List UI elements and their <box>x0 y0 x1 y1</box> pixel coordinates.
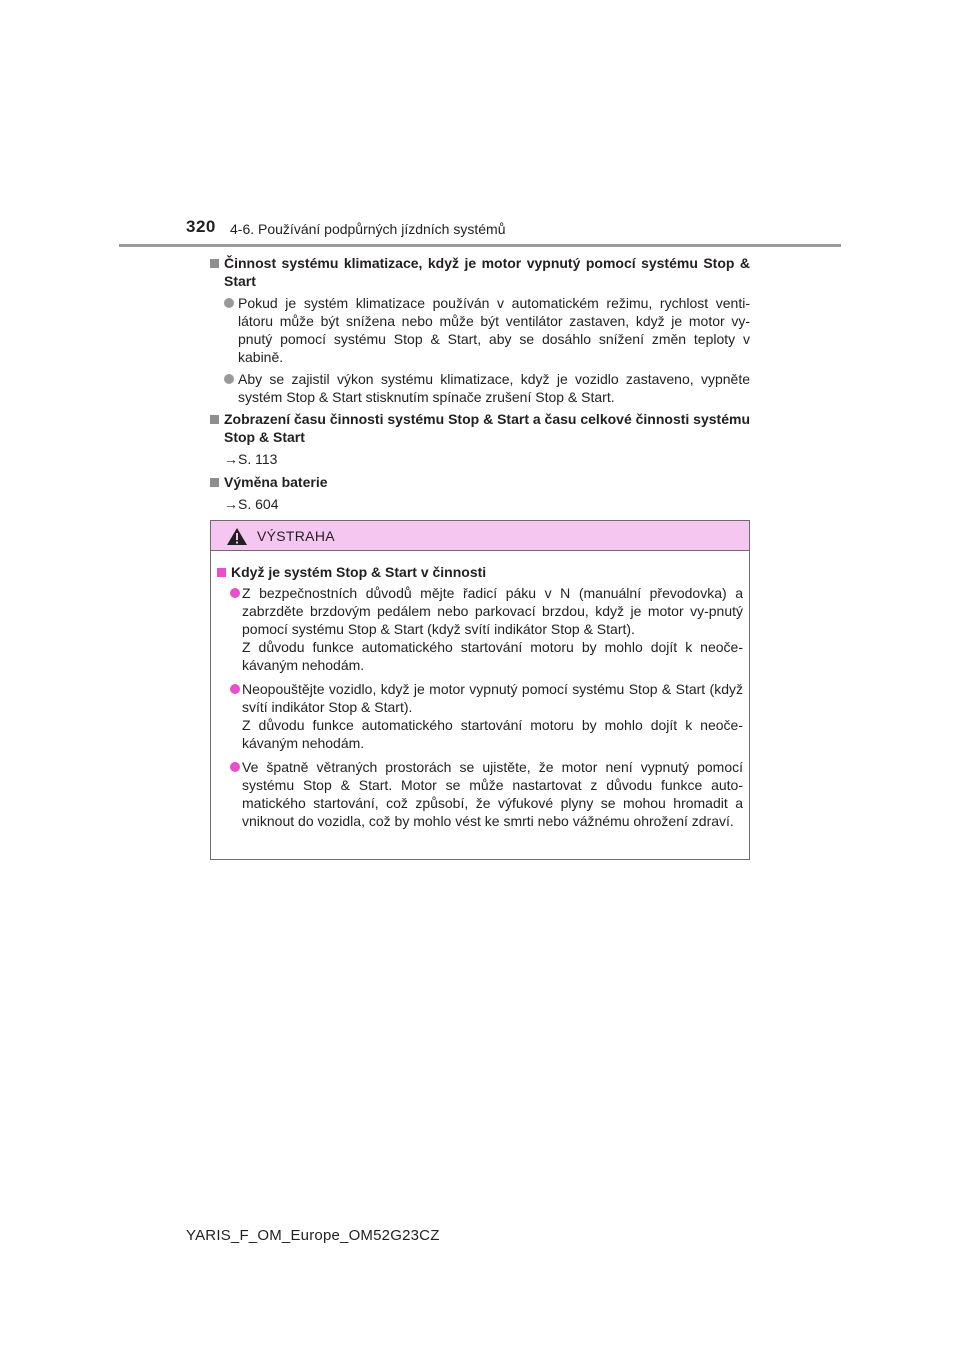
warning-box <box>210 520 750 860</box>
warning-paragraph: Neopouštějte vozidlo, když je motor vypnutý pomocí systému Stop & Start (když svítí indikátor Stop & Start). <box>242 681 743 715</box>
page-reference-link[interactable]: →S. 113 <box>224 451 278 467</box>
section-ac <box>210 254 750 406</box>
square-bullet-icon <box>210 259 219 268</box>
section-heading <box>210 473 750 491</box>
list-item <box>210 370 750 406</box>
section-heading-text: Zobrazení času činnosti systému Stop & Start a času celkové činnosti systému Stop & Start <box>224 411 750 445</box>
square-bullet-icon <box>210 478 219 487</box>
warning-list-item <box>217 758 743 830</box>
warning-paragraph: Z bezpečnostních důvodů mějte řadicí páku v N (manuální převodovka) a zabrzděte brzdovým pedálem nebo parkovací brzdou, když je motor vy-pnutý pomocí systému Stop & Start (když svítí indikátor Stop & Start). <box>242 585 743 637</box>
page-number: 320 <box>186 217 216 236</box>
warning-title: VÝSTRAHA <box>257 528 335 544</box>
warning-list-item <box>217 680 743 752</box>
square-bullet-icon <box>210 415 219 424</box>
section-heading <box>210 410 750 446</box>
square-bullet-icon <box>217 568 226 577</box>
chapter-title: 4-6. Používání podpůrných jízdních systémů <box>230 221 506 237</box>
section-battery <box>210 473 750 513</box>
list-item-text: Pokud je systém klimatizace používán v automatickém režimu, rychlost venti-látoru může být snížena nebo může být ventilátor zastaven, když je motor vy-pnutý pomocí systému Stop & Start, aby se dosáhlo snížení změn teploty v kabině. <box>238 295 750 365</box>
warning-section-heading <box>217 563 743 581</box>
circle-bullet-icon <box>230 588 240 598</box>
warning-header <box>211 521 749 551</box>
circle-bullet-icon <box>230 762 240 772</box>
warning-paragraph: Ve špatně větraných prostorách se ujistěte, že motor není vypnutý pomocí systému Stop & Start. Motor se může nastartovat z důvodu funkce auto-matického startování, což způsobí, že výfukové plyny se mohou hromadit a vniknout do vozidla, což by mohlo vést ke smrti nebo vážnému ohrožení zdraví. <box>242 759 743 829</box>
header-rule <box>119 244 841 247</box>
circle-bullet-icon <box>230 684 240 694</box>
list-item-text: Aby se zajistil výkon systému klimatizace, když je vozidlo zastaveno, vypněte systém Stop & Start stisknutím spínače zrušení Stop & Start. <box>238 371 750 405</box>
section-heading-text: Výměna baterie <box>224 474 328 490</box>
page-reference-link[interactable]: →S. 604 <box>224 496 279 512</box>
section-heading-text: Činnost systému klimatizace, když je motor vypnutý pomocí systému Stop & Start <box>224 255 750 289</box>
section-heading <box>210 254 750 290</box>
warning-section-heading-text: Když je systém Stop & Start v činnosti <box>231 564 487 580</box>
circle-bullet-icon <box>224 298 234 308</box>
circle-bullet-icon <box>224 374 234 384</box>
warning-paragraph: Z důvodu funkce automatického startování motoru by mohlo dojít k neoče-kávaným nehodám. <box>242 639 743 673</box>
warning-triangle-icon <box>226 527 248 546</box>
warning-body <box>211 551 749 830</box>
warning-paragraph: Z důvodu funkce automatického startování motoru by mohlo dojít k neoče-kávaným nehodám. <box>242 717 743 751</box>
warning-list-item <box>217 584 743 674</box>
list-item <box>210 294 750 366</box>
main-content <box>210 254 750 518</box>
section-display-time <box>210 410 750 468</box>
document-code: YARIS_F_OM_Europe_OM52G23CZ <box>186 1227 440 1244</box>
